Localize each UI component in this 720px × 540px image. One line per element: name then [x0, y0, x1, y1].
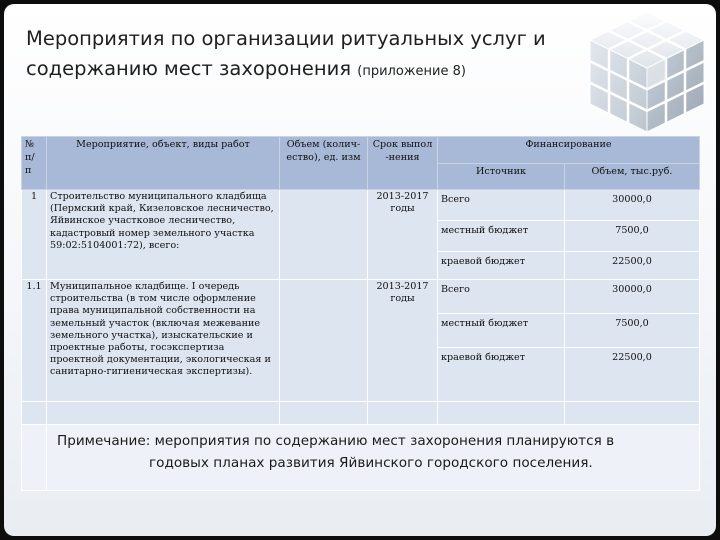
- financing-table: [21, 136, 700, 491]
- note-row: [22, 425, 700, 491]
- financing-source: местный бюджет: [438, 221, 565, 252]
- row-term: 2013-2017 годы: [368, 280, 438, 402]
- header-source: Источник: [438, 163, 565, 190]
- table-row: [22, 190, 700, 221]
- header-term: Срок выпол -нения: [368, 137, 438, 190]
- row-volume: [280, 280, 368, 402]
- header-num: № п/ п: [22, 137, 47, 190]
- header-volume: Объем (колич-ество), ед. изм: [280, 137, 368, 190]
- header-amount: Объем, тыс.руб.: [565, 163, 700, 190]
- note: [47, 425, 700, 491]
- financing-amount: 30000,0: [565, 190, 700, 221]
- financing-amount: 7500,0: [565, 314, 700, 348]
- row-num: 1: [22, 190, 47, 280]
- cube-icon: [576, 6, 716, 136]
- slide: [4, 4, 716, 536]
- financing-source: Всего: [438, 190, 565, 221]
- row-volume: [280, 190, 368, 280]
- financing-source: местный бюджет: [438, 314, 565, 348]
- financing-amount: 7500,0: [565, 221, 700, 252]
- financing-source: краевой бюджет: [438, 348, 565, 402]
- note-line-1: Примечание: мероприятия по содержанию мест захоронения планируются в: [57, 433, 615, 449]
- header-financing: Финансирование: [438, 137, 700, 164]
- row-activity: Муниципальное кладбище. I очередь строительства (в том числе оформление права муниципальной собственности на земельный участок (включая межевание земельного участка), изыскательские и проектные работы, госэкспертиза проектной документации, экологическая и санитарно-гигиеническая экспертизы).: [47, 280, 280, 402]
- table-row-empty: [22, 402, 700, 425]
- financing-amount: 22500,0: [565, 348, 700, 402]
- note-line-2: годовых планах развития Яйвинского городского поселения.: [149, 455, 593, 471]
- financing-source: Всего: [438, 280, 565, 314]
- financing-source: краевой бюджет: [438, 252, 565, 280]
- row-term: 2013-2017 годы: [368, 190, 438, 280]
- financing-amount: 30000,0: [565, 280, 700, 314]
- page-title: [26, 24, 586, 87]
- row-activity: Строительство муниципального кладбища (Пермский край, Кизеловское лесничество, Яйвинское участковое лесничество, кадастровый номер земельного участка 59:02:5104001:72), всего:: [47, 190, 280, 280]
- title-line-2: содержанию мест захоронения: [26, 57, 352, 80]
- header-activity: Мероприятие, объект, виды работ: [47, 137, 280, 190]
- title-appendix-ref: (приложение 8): [357, 64, 466, 79]
- financing-amount: 22500,0: [565, 252, 700, 280]
- table-row: [22, 280, 700, 314]
- row-num: 1.1: [22, 280, 47, 402]
- title-line-1: Мероприятия по организации ритуальных услуг и: [26, 27, 546, 50]
